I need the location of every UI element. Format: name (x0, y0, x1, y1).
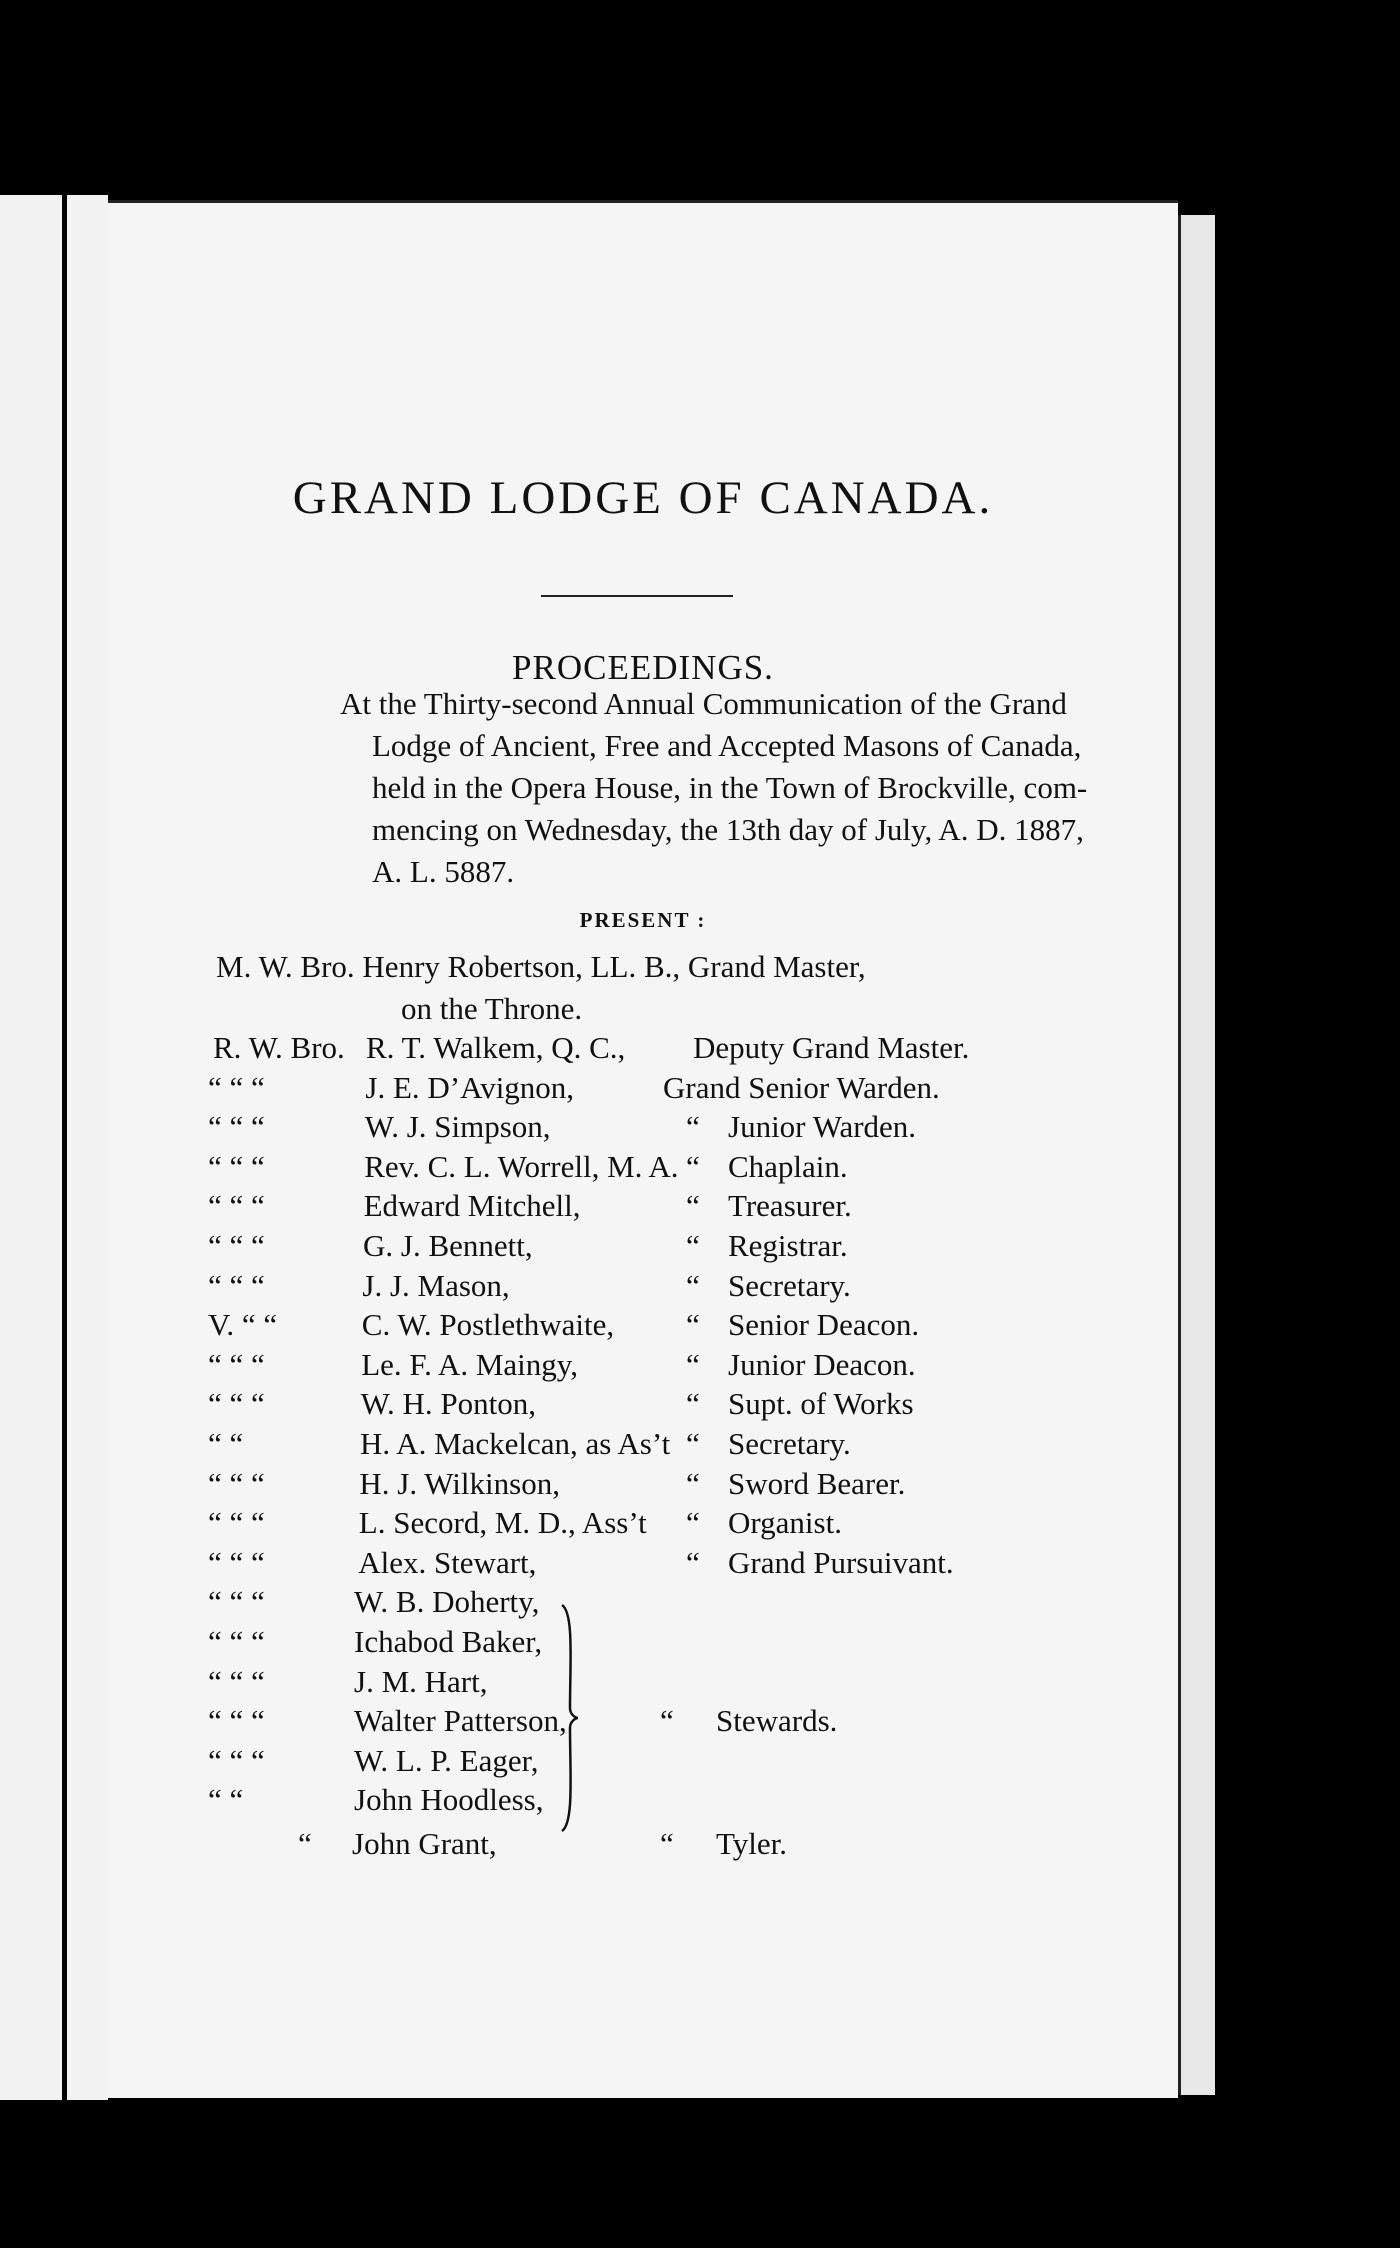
steward-name: W. L. P. Eager, (354, 1742, 539, 1778)
steward-name: John Hoodless, (354, 1782, 544, 1818)
officer-ditto-mark: “ (686, 1307, 700, 1343)
officer-rank: “ “ “ (208, 1544, 265, 1580)
steward-rank: “ “ (208, 1782, 244, 1818)
officer-ditto-mark: “ (686, 1346, 700, 1382)
stewards-title: Stewards. (716, 1703, 838, 1739)
steward-name: J. M. Hart, (354, 1663, 488, 1699)
steward-name: W. B. Doherty, (354, 1584, 540, 1620)
officer-title: Chaplain. (728, 1148, 848, 1184)
officer-title: Senior Deacon. (728, 1307, 920, 1343)
section-heading: PROCEEDINGS. (512, 648, 774, 687)
officer-rank: “ “ “ (208, 1386, 265, 1422)
steward-rank: “ “ “ (208, 1663, 265, 1699)
facing-page-edge (0, 195, 108, 2100)
officer-rank: V. “ “ (208, 1307, 278, 1343)
officer-title: Sword Bearer. (728, 1465, 906, 1501)
officer-title: Grand Pursuivant. (728, 1544, 954, 1580)
officer-title: Secretary. (728, 1426, 851, 1461)
tyler-title: Tyler. (716, 1826, 788, 1861)
officer-rank: “ “ “ (208, 1505, 265, 1541)
officer-rank: “ “ “ (208, 1148, 265, 1184)
tyler-rank: “ (298, 1826, 312, 1861)
page-title: GRAND LODGE OF CANADA. (292, 472, 994, 524)
book-spine-line (62, 195, 67, 2100)
officer-name: W. J. Simpson, (364, 1109, 551, 1145)
officer-name: W. H. Ponton, (360, 1386, 536, 1422)
officer-title: Deputy Grand Master. (693, 1030, 970, 1065)
officer-name: G. J. Bennett, (363, 1228, 533, 1263)
officer-rank: “ “ “ (208, 1069, 265, 1105)
grand-master-cont: on the Throne. (401, 991, 583, 1026)
steward-rank: “ “ “ (208, 1624, 265, 1659)
tyler-ditto-mark: “ (660, 1826, 674, 1861)
officer-ditto-mark: “ (686, 1267, 700, 1303)
grand-master-line: M. W. Bro. Henry Robertson, LL. B., Grand Master, (216, 949, 866, 984)
officer-rank: “ “ (208, 1426, 244, 1461)
officer-name: R. T. Walkem, Q. C., (366, 1030, 626, 1065)
officer-ditto-mark: “ (686, 1148, 700, 1184)
officer-rank: “ “ “ (208, 1346, 265, 1382)
stewards-ditto-mark: “ (660, 1703, 674, 1739)
officer-title: Organist. (728, 1505, 842, 1541)
present-heading: PRESENT : (579, 908, 707, 932)
intro-line: mencing on Wednesday, the 13th day of July, A. D. 1887, (372, 812, 1084, 847)
title-rule (541, 595, 733, 597)
intro-line: held in the Opera House, in the Town of Brockville, com- (372, 770, 1088, 805)
officer-rank: “ “ “ (208, 1109, 265, 1145)
intro-line: At the Thirty-second Annual Communication of the Grand (340, 686, 1067, 721)
officer-title: Registrar. (728, 1228, 848, 1263)
officer-title: Treasurer. (728, 1188, 852, 1224)
officer-ditto-mark: “ (686, 1228, 700, 1263)
steward-rank: “ “ “ (208, 1703, 265, 1739)
officer-name: H. A. Mackelcan, as As’t (360, 1426, 671, 1461)
officer-name: C. W. Postlethwaite, (361, 1307, 615, 1343)
steward-name: Walter Patterson, (354, 1703, 567, 1739)
officer-rank: “ “ “ (208, 1228, 265, 1263)
officer-name: J. E. D’Avignon, (365, 1069, 575, 1105)
officer-title: Grand Senior Warden. (663, 1069, 940, 1105)
steward-rank: “ “ “ (208, 1584, 265, 1620)
officer-rank: “ “ “ (208, 1465, 265, 1501)
officer-ditto-mark: “ (686, 1544, 700, 1580)
officer-name: Alex. Stewart, (358, 1544, 537, 1580)
officer-ditto-mark: “ (686, 1465, 700, 1501)
page-edge-right (1178, 215, 1215, 2095)
officer-rank: R. W. Bro. (213, 1030, 345, 1065)
officer-title: Junior Deacon. (728, 1346, 916, 1382)
officer-name: Le. F. A. Maingy, (361, 1346, 578, 1382)
officer-rank: “ “ “ (208, 1188, 265, 1224)
officer-name: L. Secord, M. D., Ass’t (358, 1505, 647, 1541)
officer-name: H. J. Wilkinson, (359, 1465, 560, 1501)
officer-ditto-mark: “ (686, 1426, 700, 1461)
officer-name: Edward Mitchell, (363, 1188, 581, 1224)
steward-name: Ichabod Baker, (354, 1624, 543, 1659)
officer-ditto-mark: “ (686, 1109, 700, 1145)
officer-name: Rev. C. L. Worrell, M. A. (364, 1148, 679, 1184)
steward-rank: “ “ “ (208, 1742, 265, 1778)
officer-ditto-mark: “ (686, 1188, 700, 1224)
officer-ditto-mark: “ (686, 1386, 700, 1422)
officer-title: Secretary. (728, 1267, 851, 1303)
officer-title: Junior Warden. (728, 1109, 917, 1145)
officer-rank: “ “ “ (208, 1267, 265, 1303)
tyler-name: John Grant, (352, 1826, 497, 1861)
officer-title: Supt. of Works (728, 1386, 914, 1422)
officer-ditto-mark: “ (686, 1505, 700, 1541)
stewards-brace (560, 1603, 580, 1833)
intro-line: A. L. 5887. (372, 854, 515, 889)
officer-name: J. J. Mason, (362, 1267, 510, 1303)
document-page (108, 200, 1178, 2098)
intro-line: Lodge of Ancient, Free and Accepted Masons of Canada, (372, 728, 1082, 763)
